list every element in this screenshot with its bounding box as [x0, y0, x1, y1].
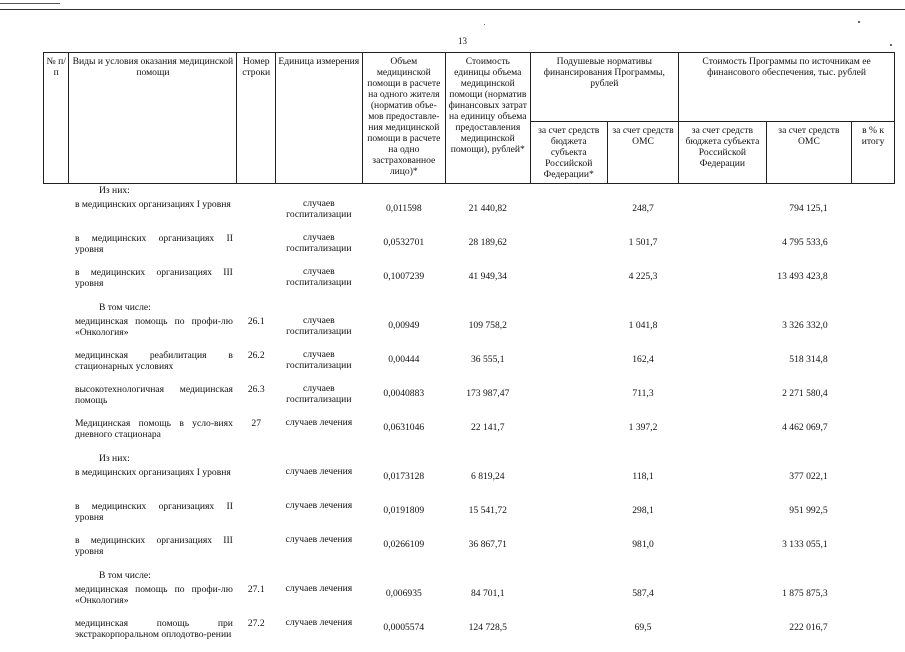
- row-line-number: 27: [237, 418, 276, 452]
- empty-cell: [852, 418, 895, 452]
- row-name: в медицинских организациях II уровня: [69, 233, 237, 267]
- row-program-oms: [766, 301, 852, 316]
- row-name: Из них:: [69, 452, 237, 467]
- empty-cell: [530, 467, 607, 501]
- row-program-oms: 1 875 875,3: [766, 584, 852, 618]
- empty-cell: [530, 233, 607, 267]
- row-line-number: 27.2: [237, 618, 276, 652]
- row-name: медицинская помощь при экстракорпоральном оплодотво-рении: [69, 618, 237, 652]
- empty-cell: [852, 233, 895, 267]
- empty-cell: [44, 384, 69, 418]
- table-row: [44, 267, 895, 301]
- row-program-oms: 13 493 423,8: [766, 267, 852, 301]
- row-unit: [276, 184, 363, 200]
- row-program-oms: 794 125,1: [766, 199, 852, 233]
- empty-cell: [852, 618, 895, 652]
- empty-cell: [679, 584, 767, 618]
- header-unit: Единица измерения: [276, 53, 363, 184]
- row-line-number: 27.1: [237, 584, 276, 618]
- empty-cell: [530, 316, 607, 350]
- row-unit: случаев госпитализации: [276, 350, 363, 384]
- empty-cell: [530, 569, 607, 584]
- empty-cell: [679, 384, 767, 418]
- empty-cell: [44, 199, 69, 233]
- row-percapita-oms: [607, 452, 678, 467]
- row-cost: 6 819,24: [446, 467, 530, 501]
- row-line-number: [237, 184, 276, 200]
- empty-cell: [679, 267, 767, 301]
- empty-cell: [44, 467, 69, 501]
- row-cost: 28 189,62: [446, 233, 530, 267]
- row-cost: 124 728,5: [446, 618, 530, 652]
- row-cost: 109 758,2: [446, 316, 530, 350]
- table-row: [44, 584, 895, 618]
- row-volume: 0,011598: [362, 199, 445, 233]
- empty-cell: [530, 199, 607, 233]
- table-row: [44, 535, 895, 569]
- row-name: Из них:: [69, 184, 237, 200]
- empty-cell: [44, 452, 69, 467]
- row-cost: 173 987,47: [446, 384, 530, 418]
- row-program-oms: [766, 452, 852, 467]
- table-row: [44, 618, 895, 652]
- row-name: высокотехнологичная медицинская помощь: [69, 384, 237, 418]
- empty-cell: [530, 452, 607, 467]
- row-program-oms: 4 795 533,6: [766, 233, 852, 267]
- empty-cell: [852, 199, 895, 233]
- row-line-number: [237, 501, 276, 535]
- row-percapita-oms: [607, 184, 678, 200]
- row-percapita-oms: [607, 301, 678, 316]
- row-cost: [446, 184, 530, 200]
- row-name: В том числе:: [69, 301, 237, 316]
- row-unit: случаев лечения: [276, 584, 363, 618]
- header-program-group: Стоимость Программы по источникам ее финансового обеспечения, тыс. рублей: [679, 53, 895, 122]
- row-percapita-oms: 248,7: [607, 199, 678, 233]
- row-volume: 0,1007239: [362, 267, 445, 301]
- row-line-number: [237, 233, 276, 267]
- row-name: Медицинская помощь в усло-виях дневного стационара: [69, 418, 237, 452]
- row-name: медицинская помощь по профи-лю «Онкология»: [69, 316, 237, 350]
- empty-cell: [44, 501, 69, 535]
- row-name: В том числе:: [69, 569, 237, 584]
- empty-cell: [679, 501, 767, 535]
- row-volume: [362, 301, 445, 316]
- table-body: [44, 184, 895, 652]
- empty-cell: [852, 384, 895, 418]
- table-row: [44, 418, 895, 452]
- row-name: медицинская реабилитация в стационарных условиях: [69, 350, 237, 384]
- table-row: [44, 199, 895, 233]
- row-unit: случаев лечения: [276, 618, 363, 652]
- row-name: в медицинских организациях III уровня: [69, 267, 237, 301]
- empty-cell: [852, 535, 895, 569]
- scan-edge-line: [0, 3, 60, 4]
- empty-cell: [44, 233, 69, 267]
- row-percapita-oms: 711,3: [607, 384, 678, 418]
- empty-cell: [530, 584, 607, 618]
- row-cost: [446, 569, 530, 584]
- row-name: в медицинских организациях I уровня: [69, 199, 237, 233]
- row-volume: 0,0631046: [362, 418, 445, 452]
- row-unit: случаев госпитализации: [276, 233, 363, 267]
- table-row: [44, 301, 895, 316]
- row-line-number: [237, 452, 276, 467]
- row-volume: 0,00949: [362, 316, 445, 350]
- table-row: [44, 569, 895, 584]
- empty-cell: [852, 316, 895, 350]
- empty-cell: [44, 350, 69, 384]
- empty-cell: [852, 301, 895, 316]
- empty-cell: [852, 584, 895, 618]
- page-number: 13: [458, 36, 467, 46]
- empty-cell: [44, 316, 69, 350]
- row-unit: случаев госпитализации: [276, 267, 363, 301]
- row-volume: 0,00444: [362, 350, 445, 384]
- empty-cell: [852, 467, 895, 501]
- empty-cell: [530, 350, 607, 384]
- row-unit: [276, 452, 363, 467]
- row-percapita-oms: 1 501,7: [607, 233, 678, 267]
- row-percapita-oms: 298,1: [607, 501, 678, 535]
- empty-cell: [852, 267, 895, 301]
- empty-cell: [852, 569, 895, 584]
- table-row: [44, 184, 895, 200]
- empty-cell: [44, 267, 69, 301]
- row-unit: [276, 569, 363, 584]
- row-percapita-oms: [607, 569, 678, 584]
- row-program-oms: [766, 184, 852, 200]
- row-volume: [362, 569, 445, 584]
- header-pc-oms: за счет средств ОМС: [607, 122, 678, 184]
- row-program-oms: 3 326 332,0: [766, 316, 852, 350]
- row-unit: случаев госпитализации: [276, 384, 363, 418]
- row-cost: [446, 452, 530, 467]
- header-types: Виды и условия оказания медицинской помощи: [69, 53, 237, 184]
- empty-cell: [852, 501, 895, 535]
- row-cost: 41 949,34: [446, 267, 530, 301]
- header-pr-budget: за счет средств бюджета субъекта Российской Федерации: [679, 122, 767, 184]
- row-line-number: [237, 467, 276, 501]
- row-volume: [362, 452, 445, 467]
- empty-cell: [679, 350, 767, 384]
- empty-cell: [679, 467, 767, 501]
- empty-cell: [44, 535, 69, 569]
- empty-cell: [679, 569, 767, 584]
- row-line-number: 26.2: [237, 350, 276, 384]
- row-percapita-oms: 162,4: [607, 350, 678, 384]
- empty-cell: [679, 535, 767, 569]
- financing-table: [43, 52, 895, 652]
- empty-cell: [679, 452, 767, 467]
- empty-cell: [679, 316, 767, 350]
- row-line-number: [237, 569, 276, 584]
- header-cost: Стоимость единицы объема медицинской помощи (норматив финансовых затрат на единицу объема предоставления медицинской помощи), рублей*: [446, 53, 530, 184]
- empty-cell: [852, 452, 895, 467]
- row-unit: случаев госпитализации: [276, 316, 363, 350]
- scan-speck: [858, 21, 860, 23]
- row-cost: 36 555,1: [446, 350, 530, 384]
- scan-speck: [484, 24, 485, 25]
- row-volume: [362, 184, 445, 200]
- row-program-oms: 222 016,7: [766, 618, 852, 652]
- table-row: [44, 501, 895, 535]
- row-percapita-oms: 1 397,2: [607, 418, 678, 452]
- empty-cell: [44, 418, 69, 452]
- header-pr-oms: за счет средств ОМС: [766, 122, 852, 184]
- row-cost: [446, 301, 530, 316]
- row-percapita-oms: 1 041,8: [607, 316, 678, 350]
- empty-cell: [679, 618, 767, 652]
- row-percapita-oms: 69,5: [607, 618, 678, 652]
- row-line-number: [237, 199, 276, 233]
- row-volume: 0,006935: [362, 584, 445, 618]
- row-percapita-oms: 587,4: [607, 584, 678, 618]
- row-unit: [276, 301, 363, 316]
- table-row: [44, 316, 895, 350]
- row-line-number: [237, 301, 276, 316]
- row-line-number: 26.1: [237, 316, 276, 350]
- row-line-number: [237, 267, 276, 301]
- row-program-oms: 3 133 055,1: [766, 535, 852, 569]
- row-volume: 0,0005574: [362, 618, 445, 652]
- row-name: в медицинских организациях I уровня: [69, 467, 237, 501]
- row-unit: случаев госпитализации: [276, 199, 363, 233]
- row-name: в медицинских организациях III уровня: [69, 535, 237, 569]
- table-row: [44, 384, 895, 418]
- header-no: № п/п: [44, 53, 69, 184]
- row-unit: случаев лечения: [276, 418, 363, 452]
- header-pr-pct: в % к итогу: [852, 122, 895, 184]
- empty-cell: [530, 501, 607, 535]
- empty-cell: [679, 184, 767, 200]
- row-cost: 36 867,71: [446, 535, 530, 569]
- row-unit: случаев лечения: [276, 467, 363, 501]
- table-row: [44, 467, 895, 501]
- row-program-oms: 4 462 069,7: [766, 418, 852, 452]
- row-line-number: [237, 535, 276, 569]
- row-cost: 22 141,7: [446, 418, 530, 452]
- empty-cell: [852, 350, 895, 384]
- row-name: медицинская помощь по профи-лю «Онкология»: [69, 584, 237, 618]
- row-cost: 84 701,1: [446, 584, 530, 618]
- row-cost: 15 541,72: [446, 501, 530, 535]
- row-line-number: 26.3: [237, 384, 276, 418]
- empty-cell: [679, 233, 767, 267]
- row-percapita-oms: 4 225,3: [607, 267, 678, 301]
- row-volume: 0,0173128: [362, 467, 445, 501]
- empty-cell: [852, 184, 895, 200]
- scan-top-rule: [0, 9, 905, 10]
- row-unit: случаев лечения: [276, 501, 363, 535]
- row-unit: случаев лечения: [276, 535, 363, 569]
- empty-cell: [679, 301, 767, 316]
- empty-cell: [44, 618, 69, 652]
- table-row: [44, 350, 895, 384]
- empty-cell: [44, 569, 69, 584]
- empty-cell: [679, 199, 767, 233]
- header-pc-budget: за счет средств бюджета субъекта Российской Федерации*: [530, 122, 607, 184]
- header-volume: Объем медицинской помощи в расчете на одного жителя (норматив объе-мов предоставле-ния медицинской помощи в расчете на одно застрахованное лицо)*: [362, 53, 445, 184]
- row-program-oms: 377 022,1: [766, 467, 852, 501]
- empty-cell: [530, 384, 607, 418]
- table-row: [44, 233, 895, 267]
- row-program-oms: [766, 569, 852, 584]
- row-volume: 0,0266109: [362, 535, 445, 569]
- empty-cell: [44, 301, 69, 316]
- header-row: [44, 53, 895, 122]
- row-name: в медицинских организациях II уровня: [69, 501, 237, 535]
- row-volume: 0,0191809: [362, 501, 445, 535]
- empty-cell: [530, 301, 607, 316]
- row-volume: 0,0532701: [362, 233, 445, 267]
- row-program-oms: 951 992,5: [766, 501, 852, 535]
- row-percapita-oms: 118,1: [607, 467, 678, 501]
- empty-cell: [530, 184, 607, 200]
- row-program-oms: 518 314,8: [766, 350, 852, 384]
- header-percapita-group: Подушевые нормативы финансирования Программы, рублей: [530, 53, 679, 122]
- empty-cell: [44, 184, 69, 200]
- header-line: Номер строки: [237, 53, 276, 184]
- row-program-oms: 2 271 580,4: [766, 384, 852, 418]
- table-row: [44, 452, 895, 467]
- scan-speck: [890, 44, 892, 46]
- empty-cell: [530, 535, 607, 569]
- empty-cell: [44, 584, 69, 618]
- row-cost: 21 440,82: [446, 199, 530, 233]
- empty-cell: [530, 267, 607, 301]
- row-percapita-oms: 981,0: [607, 535, 678, 569]
- empty-cell: [530, 418, 607, 452]
- empty-cell: [530, 618, 607, 652]
- row-volume: 0,0040883: [362, 384, 445, 418]
- empty-cell: [679, 418, 767, 452]
